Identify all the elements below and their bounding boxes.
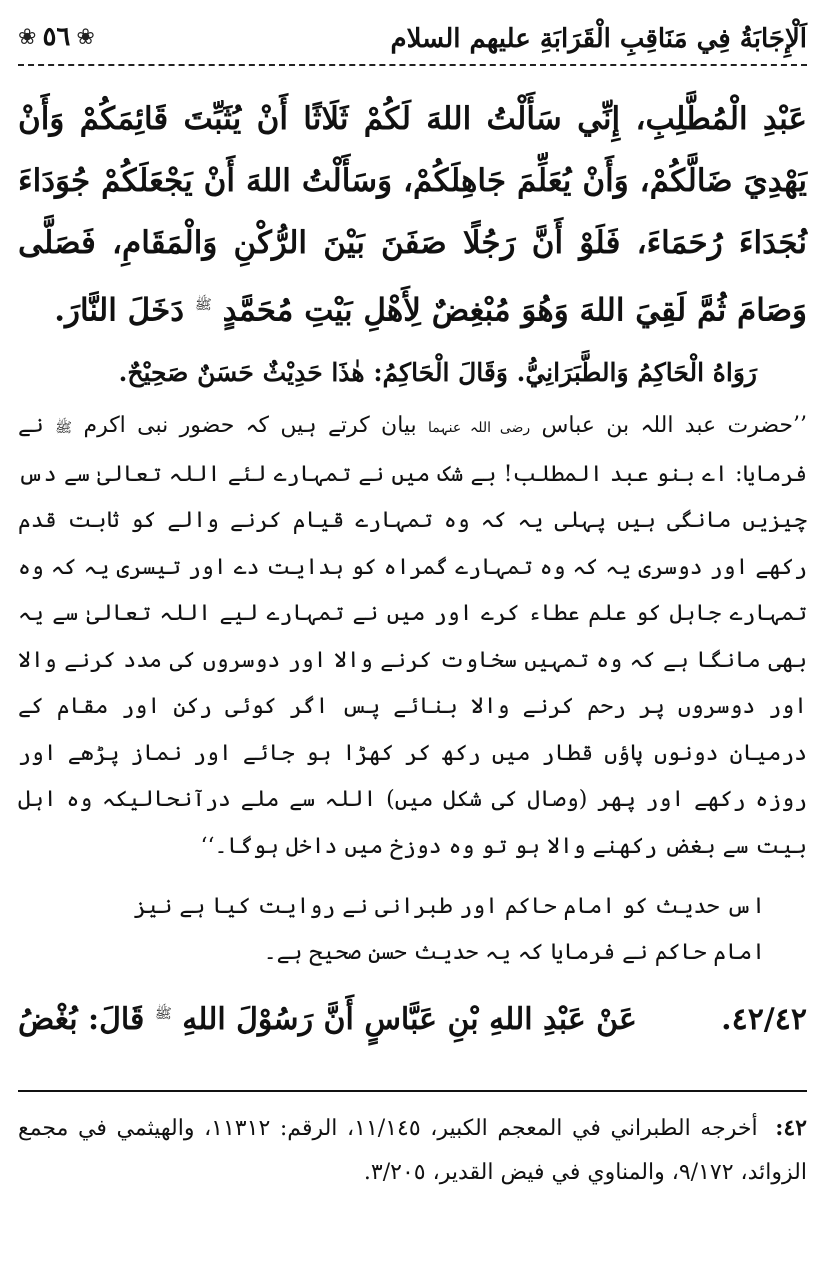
ornament-right-icon: ❀: [76, 24, 95, 50]
next-hadith-before: عَنْ عَبْدِ اللهِ بْنِ عَبَّاسٍ أَنَّ رَسُوْلَ اللهِ: [182, 1002, 637, 1038]
book-title: اَلْإِجَابَةُ فِي مَنَاقِبِ الْقَرَابَةِ عليهم السلام: [390, 24, 807, 54]
book-page: [18, 18, 807, 1258]
urdu-translation-part1: ’’حضرت عبد اللہ بن عباس: [541, 413, 807, 439]
next-hadith-after: قَالَ: بُغْضُ: [18, 1002, 145, 1038]
footnote-text: أخرجه الطبراني في المعجم الكبير، ١١/١٤٥، الرقم: ١١٣١٢، والهيثمي في مجمع الزوائد، ٩/١٧٢، والمناوي في فيض القدير، ٣/٢٠٥.: [18, 1116, 807, 1186]
footnote: [18, 1106, 807, 1195]
urdu-translation-part2: بیان کرتے ہیں کہ حضور نبی اکرم: [83, 413, 417, 439]
arabic-hadith-text: [18, 88, 807, 341]
hadith-number: ٤٢/٤٢.: [721, 1002, 807, 1038]
page-number-box: [18, 22, 95, 52]
page-header: [18, 18, 807, 66]
next-hadith-line: [18, 998, 807, 1050]
next-hadith-text: [18, 1002, 637, 1037]
radi-allahu-anhuma: رضی اللہ عنہما: [428, 420, 531, 437]
urdu-narration-note: اس حدیث کو امام حاکم اور طبرانی نے روایت کیا ہے نیز امام حاکم نے فرمایا کہ یہ حدیث حسن صحیح ہے۔: [133, 894, 765, 966]
salawat-icon: ﷺ: [194, 297, 212, 313]
urdu-translation-part3: نے فرمایا: اے بنو عبد المطلب! بے شک میں نے تمہارے لئے اللہ تعالیٰ سے دس چیزیں مانگی ہیں پہلی یہ کہ وہ تمہارے قیام کرنے والے کو ثابت قدم رکھے اور دوسری یہ کہ وہ تمہارے گمراہ کو ہدایت دے اور تیسری یہ کہ وہ تمہارے جاہل کو علم عطاء کرے اور میں نے تمہارے لیے اللہ تعالیٰ سے یہ بھی مانگا ہے کہ وہ تمہیں سخاوت کرنے والا اور دوسروں کی مدد کرنے والا اور دوسروں پر رحم کرنے والا بنائے پس اگر کوئی رکن اور مقام کے درمیان دونوں پاؤں قطار میں رکھ کر کھڑا ہو جائے اور نماز پڑھے اور روزہ رکھے اور پھر (وصال کی شکل میں) اللہ سے ملے درآنحالیکہ وہ اہل بیت سے بغض رکھنے والا ہو تو وہ دوزخ میں داخل ہوگا۔‘‘: [18, 413, 807, 859]
page-number: ٥٦: [42, 22, 71, 52]
arabic-hadith-body: عَبْدِ الْمُطَّلِبِ، إِنِّي سَأَلْتُ اللهَ لَكُمْ ثَلَاثًا أَنْ يُثَبِّتَ قَائِمَكُمْ وَأَنْ يَهْدِيَ ضَالَّكُمْ، وَأَنْ يُعَلِّمَ جَاهِلَكُمْ، وَسَأَلْتُ اللهَ أَنْ يَجْعَلَكُمْ جُوَدَاءَ نُجَدَاءَ رُحَمَاءَ، فَلَوْ أَنَّ رَجُلًا صَفَنَ بَيْنَ الرُّكْنِ وَالْمَقَامِ، فَصَلَّى وَصَامَ ثُمَّ لَقِيَ اللهَ وَهُوَ مُبْغِضٌ لِأَهْلِ بَيْتِ مُحَمَّدٍ: [18, 101, 807, 329]
narration-line: رَوَاهُ الْحَاكِمُ وَالطَّبَرَانِيُّ. وَقَالَ الْحَاكِمُ: هٰذَا حَدِيْثٌ حَسَنٌ صَحِيْحٌ.: [118, 358, 757, 388]
arabic-hadith-ending: دَخَلَ النَّارَ.: [54, 292, 185, 329]
ornament-left-icon: ❀: [18, 24, 37, 50]
footnote-divider: [18, 1090, 807, 1092]
next-hadith-salawat-icon: ﷺ: [154, 1006, 172, 1023]
urdu-translation: [18, 403, 807, 870]
footnote-number: ٤٢:: [775, 1115, 807, 1142]
urdu-salawat-icon: ﷺ: [55, 420, 73, 437]
